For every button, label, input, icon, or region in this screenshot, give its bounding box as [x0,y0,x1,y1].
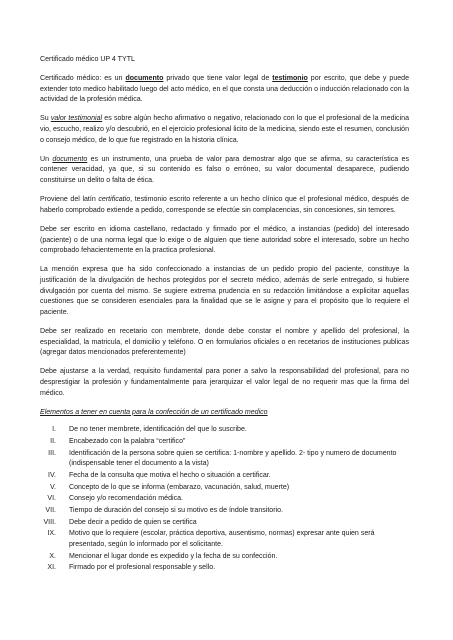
emphasis-certificatio: certificatio [98,196,131,204]
list-number: II. [50,437,56,445]
paragraph-recetario: Debe ser realizado en recetario con membrete, donde debe constar el nombre y apellido del profesional, la especialidad, la matricula, el domicilio y teléfono. O en formularios oficiales o en recetarios de instituciones publicas (agregar datos mencionados preferentemente) [40,327,409,357]
text-span: Su [40,115,51,123]
document-title: Certificado médico UP 4 TYTL [40,56,135,63]
list-text: Tiempo de duración del consejo si su motivo es de índole transitorio. [69,507,284,514]
list-number: X. [49,552,56,560]
list-text: Identificación de la persona sobre quien se certifica: 1-nombre y apellido. 2- tipo y numero de documento (indispensable tener el documento a la vista) [69,449,397,468]
list-number: I. [52,426,56,434]
list-item [40,552,409,563]
list-text: De no tener membrete, identificación del que lo suscribe. [69,426,247,434]
text-span: Un [40,155,53,163]
section-heading: Elementos a tener en cuenta para la confección de un certificado medico [40,408,268,416]
list-item [40,449,409,470]
list-text: Concepto de lo que se informa (embarazo, vacunación, salud, muerte) [69,483,290,491]
paragraph-etimologia [40,195,409,216]
list-number: IX. [47,530,56,538]
list-text: Fecha de la consulta que motiva el hecho o situación a certificar. [69,471,271,479]
paragraph-mencion: La mención expresa que ha sido confeccionado a instancias de un pedido propio del paciente, constituye la justificación de la divulgación de hechos protegidos por el secreto médico, además de serle entregado, si hubiere divulgación por cuenta del mismo. Se sugiere extrema prudencia en su redacción limitándose a explicitar aquellas cuestiones que se consideren esenciales para la finalidad que se le asigne y para el propósito que lo requiere el paciente. [40,266,409,316]
list-item [40,425,409,436]
list-number: V. [49,483,56,491]
paragraph-definition [40,74,409,106]
emphasis-documento-italic: documento [52,155,88,163]
list-item [40,437,409,448]
list-item [40,494,409,505]
text-span: por escrito, que debe y puede extender toto medico habilitado luego del acto médico, en el que consta una deducción o inducción relacionado con la actividad de la profesión médica. [40,75,409,104]
text-span: es un instrumento, una prueba de valor para demostrar algo que se afirma, su característica es contener veracidad, ya que, si su contenido es falso o erróneo, su valor documental desaparece, pudiendo constituirse un delito o falta de ética. [40,155,410,185]
emphasis-documento: documento [125,75,164,83]
text-span: privado que tiene valor legal de [163,75,273,83]
list-item [40,506,409,517]
list-number: XI. [47,564,56,572]
list-item [40,529,409,550]
list-number: VI. [47,495,56,503]
text-span: , testimonio escrito referente a un hecho clínico que el profesional médico, después de haberlo comprobado extiende a pedido, corresponde se efectúe sin complacencias, sin concesiones, sin temores. [40,196,409,214]
paragraph-documento [40,155,409,187]
paragraph-redaccion: Debe ser escrito en idioma castellano, redactado y firmado por el médico, a instancias (pedido) del interesado (paciente) o de una norma legal que lo exige o de alguien que tiene autoridad sobre el interesado, sobre un hecho comprobado fehacientemente en la practica profesional. [40,226,409,255]
list-number: VII. [45,507,56,514]
list-text: Motivo que lo requiere (escolar, práctica deportiva, ausentismo, normas) expresar ante quien será presentado, según lo informado por el solicitante. [69,530,375,548]
list-text: Mencionar el lugar donde es expedido y la fecha de su confección. [69,552,278,560]
list-text: Encabezado con la palabra “certifico” [69,437,186,445]
list-item [40,471,409,482]
emphasis-testimonio: testimonio [272,75,308,83]
paragraph-valor-testimonial [40,114,409,146]
list-item [40,483,409,494]
paragraph-verdad: Debe ajustarse a la verdad, requisito fundamental para poner a salvo la responsabilidad del profesional, para no desprestigiar la profesión y fundamentalmente para jerarquizar el valor legal de no requerir mas que la firma del médico. [40,368,409,397]
list-number: III. [48,449,56,457]
list-item [40,518,409,529]
list-text: Consejo y/o recomendación médica. [69,495,183,503]
text-span: Certificado médico: es un [40,75,126,83]
list-number: IV. [48,471,56,479]
list-text: Debe decir a pedido de quien se certifica [69,518,197,526]
emphasis-valor-testimonial: valor testimonial [50,115,103,123]
list-text: Firmado por el profesional responsable y sello. [69,564,216,572]
elements-list [40,425,409,574]
text-span: es sobre algún hecho afirmativo o negativo, relacionado con lo que el profesional de la medicina vio, escucho, realizo y/o descubrió, en el ejercicio profesional licito de la medicina, siendo este el resumen, conclusión o consejo médico, de lo que fue registrado en la historia clínica. [40,115,409,144]
list-item [40,563,409,574]
list-number: VIII. [43,518,56,526]
text-span: Proviene del latín [40,196,99,204]
